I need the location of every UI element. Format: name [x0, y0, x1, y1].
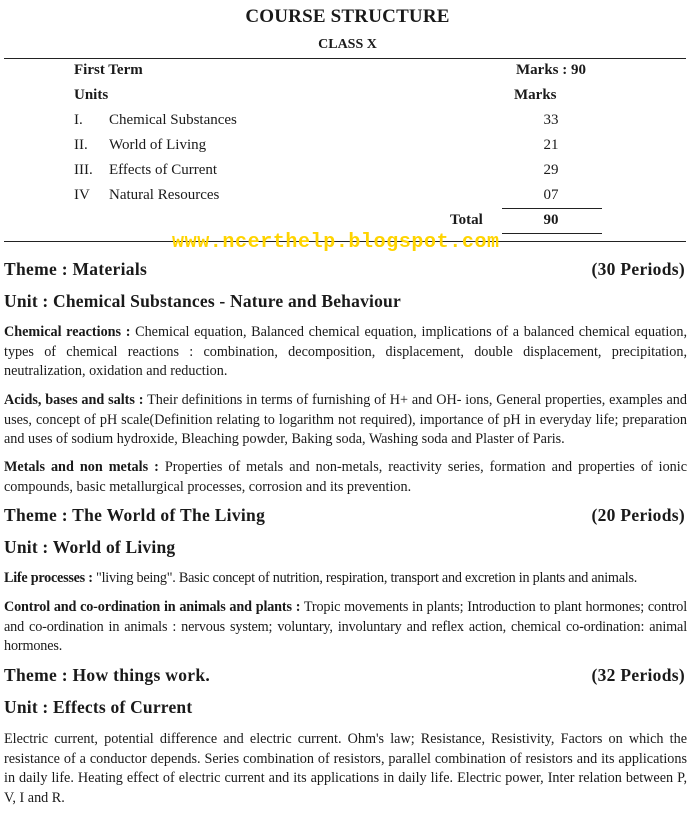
paragraph-text: Their definitions in terms of furnishing of H+ and OH- ions, General properties, examples and uses, concept of pH scale(Definition relating to logarithm not required), importance of pH in everyday life; preparation and uses of sodium hydroxide, Bleaching powder, Baking soda, Washing soda and Plaster of Paris.	[4, 392, 687, 447]
paragraph-text: Properties of metals and non-metals, reactivity series, formation and properties of ionic compounds, basic metallurgical processes, corrosion and its prevention.	[4, 459, 688, 495]
total-label: Total	[450, 212, 483, 228]
paragraph-life-processes	[4, 569, 687, 589]
paragraph-metals	[4, 458, 687, 497]
row-unit-name: World of Living	[109, 137, 207, 153]
total-value: 90	[543, 212, 559, 228]
unit-heading: Unit : World of Living	[4, 537, 176, 557]
theme-heading: Theme : The World of The Living	[4, 505, 266, 525]
paragraph-chemical-reactions	[4, 323, 687, 382]
unit-heading: Unit : Chemical Substances - Nature and Behaviour	[4, 291, 401, 311]
table-top-rule	[4, 58, 686, 59]
marks-column-header: Marks	[514, 87, 557, 103]
total-bottom-rule	[502, 233, 602, 234]
paragraph-control-coordination	[4, 598, 687, 657]
units-column-header: Units	[74, 87, 109, 103]
paragraph-acids-bases-salts	[4, 391, 687, 450]
theme-heading: Theme : Materials	[4, 259, 148, 279]
page-title: COURSE STRUCTURE	[245, 6, 450, 27]
paragraph-electric-current: Electric current, potential difference and electric current. Ohm's law; Resistance, Resistivity, Factors on which the resistance of a conductor depends. Series combination of resistors, parallel combination of resistors and its applications in daily life. Heating effect of electric current and its applications in daily life. Electric power, Inter relation between P, V, I and R.	[4, 731, 687, 806]
paragraph-label: Chemical reactions :	[4, 324, 131, 340]
row-numeral: IV	[74, 187, 90, 203]
row-unit-name: Effects of Current	[109, 162, 218, 178]
paragraph-label: Acids, bases and salts :	[4, 392, 144, 408]
row-numeral: II.	[74, 137, 88, 153]
unit-heading: Unit : Effects of Current	[4, 697, 193, 717]
paragraph-text: Chemical equation, Balanced chemical equation, implications of a balanced chemical equation, types of chemical reactions : combination, decomposition, displacement, double displacement, precipitation, neutralization, oxidation and reduction.	[4, 324, 688, 379]
paragraph-label: Metals and non metals :	[4, 459, 159, 475]
row-marks: 07	[543, 187, 559, 203]
row-marks: 21	[543, 137, 559, 153]
paragraph-label: Control and co-ordination in animals and plants :	[4, 599, 301, 615]
row-unit-name: Chemical Substances	[109, 112, 237, 128]
term-label: First Term	[74, 62, 143, 78]
row-marks: 29	[543, 162, 559, 178]
row-unit-name: Natural Resources	[109, 187, 220, 203]
theme-periods: (30 Periods)	[591, 259, 685, 279]
row-numeral: III.	[74, 162, 93, 178]
row-marks: 33	[543, 112, 559, 128]
theme-heading: Theme : How things work.	[4, 665, 211, 685]
total-top-rule	[502, 208, 602, 209]
theme-periods: (20 Periods)	[591, 505, 685, 525]
marks-total-header: Marks : 90	[516, 62, 586, 78]
theme-periods: (32 Periods)	[591, 665, 685, 685]
paragraph-label: Life processes :	[4, 570, 93, 586]
page-subtitle: CLASS X	[318, 37, 377, 52]
watermark-link[interactable]: www.ncerthelp.blogspot.com	[172, 231, 500, 254]
row-numeral: I.	[74, 112, 83, 128]
paragraph-text: "living being". Basic concept of nutrition, respiration, transport and excretion in plants and animals.	[96, 570, 638, 586]
paragraph-text: Tropic movements in plants; Introduction to plant hormones; control and co-ordination in animals : nervous system; voluntary, involuntary and reflex action, chemical co-ordination: animal hormones.	[4, 599, 688, 654]
